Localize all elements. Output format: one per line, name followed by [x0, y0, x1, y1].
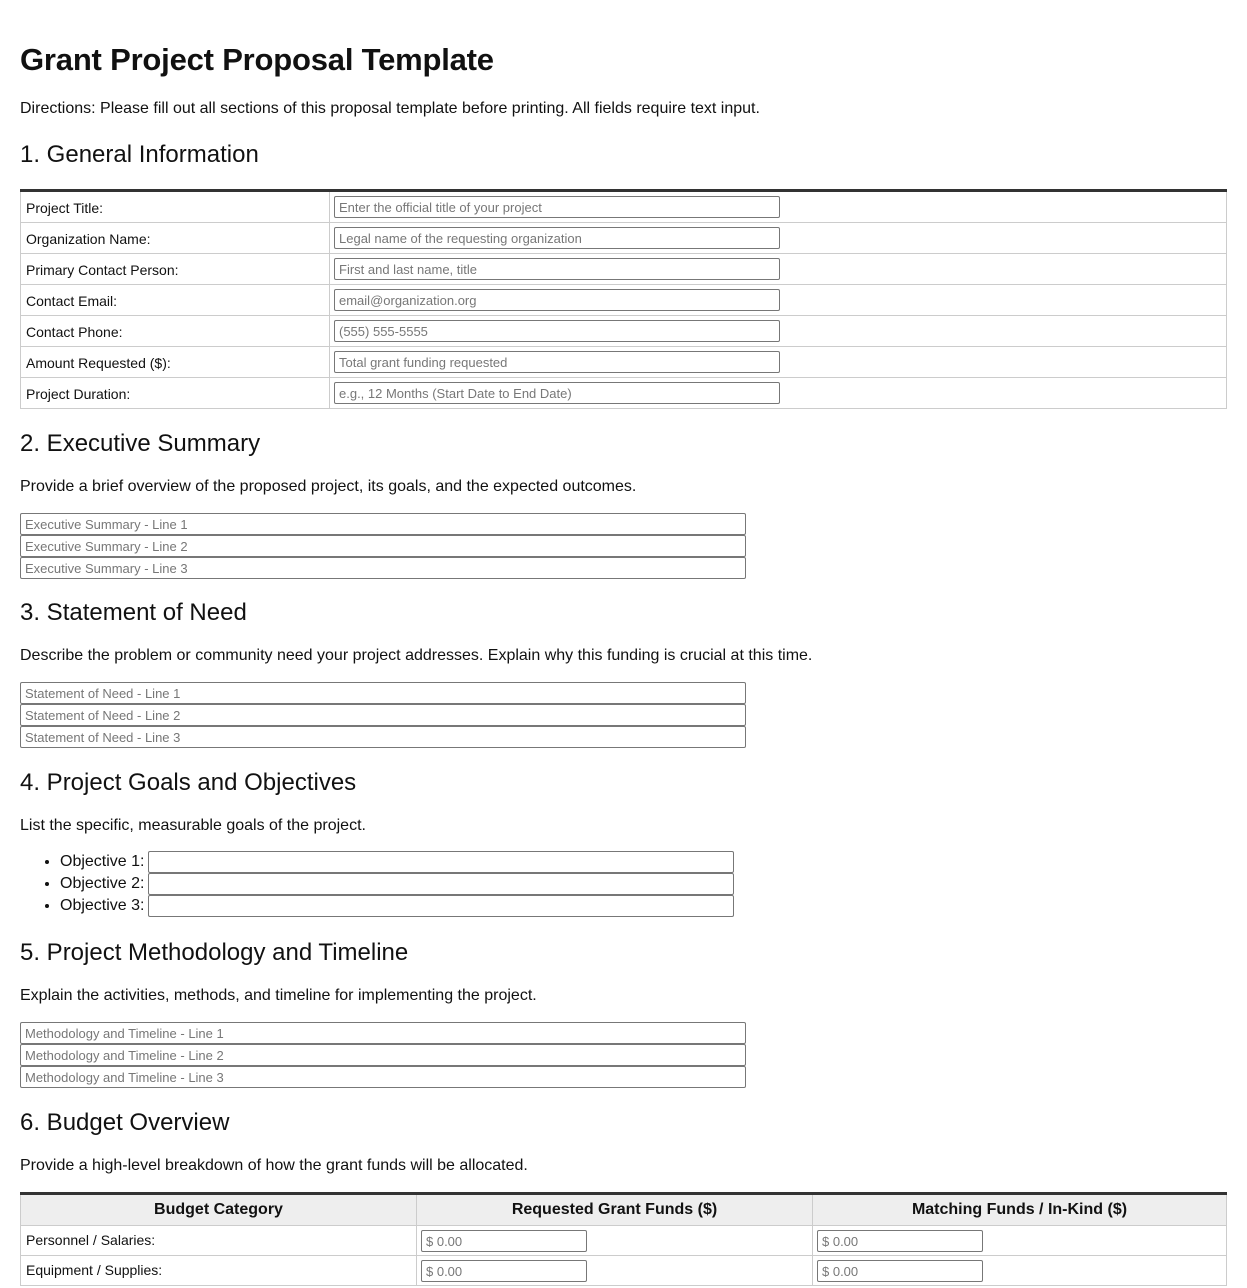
section-heading-summary: 2. Executive Summary: [20, 430, 261, 457]
contact-person-input[interactable]: [334, 258, 780, 280]
section-description: Provide a high-level breakdown of how the grant funds will be allocated.: [20, 1157, 528, 1174]
need-line-3-input[interactable]: [20, 726, 746, 748]
objective-label: Objective 2:: [60, 875, 145, 892]
list-item: [60, 873, 734, 895]
summary-lines: [20, 513, 746, 579]
section-description: Explain the activities, methods, and timeline for implementing the project.: [20, 987, 537, 1004]
budget-category-label: Equipment / Supplies:: [21, 1256, 417, 1286]
methodology-line-1-input[interactable]: [20, 1022, 746, 1044]
objective-label: Objective 1:: [60, 853, 145, 870]
list-item: [60, 895, 734, 917]
objective-1-input[interactable]: [148, 851, 734, 873]
section-heading-budget: 6. Budget Overview: [20, 1109, 230, 1136]
table-row: [21, 1226, 1227, 1256]
objective-label: Objective 3:: [60, 897, 145, 914]
budget-table: [20, 1192, 1227, 1286]
list-item: [60, 851, 734, 873]
page-title: Grant Project Proposal Template: [20, 42, 494, 77]
equipment-matching-input[interactable]: [817, 1260, 983, 1282]
directions-text: Directions: Please fill out all sections of this proposal template before printing. All fields require text input.: [20, 100, 760, 117]
contact-phone-input[interactable]: [334, 320, 780, 342]
field-label: Amount Requested ($):: [21, 347, 330, 378]
field-label: Contact Email:: [21, 285, 330, 316]
section-heading-need: 3. Statement of Need: [20, 599, 247, 626]
table-row: [21, 378, 1227, 409]
column-header: Budget Category: [21, 1194, 417, 1226]
section-description: List the specific, measurable goals of the project.: [20, 817, 366, 834]
field-label: Project Duration:: [21, 378, 330, 409]
objective-3-input[interactable]: [148, 895, 734, 917]
section-description: Provide a brief overview of the proposed project, its goals, and the expected outcomes.: [20, 478, 637, 495]
section-heading-general: 1. General Information: [20, 141, 259, 168]
table-row: [21, 285, 1227, 316]
methodology-line-3-input[interactable]: [20, 1066, 746, 1088]
organization-name-input[interactable]: [334, 227, 780, 249]
section-heading-goals: 4. Project Goals and Objectives: [20, 769, 357, 796]
objective-2-input[interactable]: [148, 873, 734, 895]
summary-line-3-input[interactable]: [20, 557, 746, 579]
need-lines: [20, 682, 746, 748]
table-header-row: [21, 1194, 1227, 1226]
field-label: Project Title:: [21, 191, 330, 223]
field-label: Contact Phone:: [21, 316, 330, 347]
table-row: [21, 191, 1227, 223]
table-row: [21, 223, 1227, 254]
need-line-2-input[interactable]: [20, 704, 746, 726]
table-row: [21, 347, 1227, 378]
personnel-matching-input[interactable]: [817, 1230, 983, 1252]
contact-email-input[interactable]: [334, 289, 780, 311]
project-title-input[interactable]: [334, 196, 780, 218]
summary-line-1-input[interactable]: [20, 513, 746, 535]
methodology-line-2-input[interactable]: [20, 1044, 746, 1066]
table-row: [21, 254, 1227, 285]
need-line-1-input[interactable]: [20, 682, 746, 704]
field-label: Organization Name:: [21, 223, 330, 254]
column-header: Requested Grant Funds ($): [417, 1194, 813, 1226]
amount-requested-input[interactable]: [334, 351, 780, 373]
personnel-requested-input[interactable]: [421, 1230, 587, 1252]
table-row: [21, 1256, 1227, 1286]
project-duration-input[interactable]: [334, 382, 780, 404]
field-label: Primary Contact Person:: [21, 254, 330, 285]
section-heading-methodology: 5. Project Methodology and Timeline: [20, 939, 409, 966]
summary-line-2-input[interactable]: [20, 535, 746, 557]
objectives-list: [20, 851, 734, 917]
section-description: Describe the problem or community need your project addresses. Explain why this funding is crucial at this time.: [20, 647, 813, 664]
equipment-requested-input[interactable]: [421, 1260, 587, 1282]
budget-category-label: Personnel / Salaries:: [21, 1226, 417, 1256]
methodology-lines: [20, 1022, 746, 1088]
table-row: [21, 316, 1227, 347]
general-info-table: [20, 189, 1227, 409]
column-header: Matching Funds / In-Kind ($): [813, 1194, 1227, 1226]
